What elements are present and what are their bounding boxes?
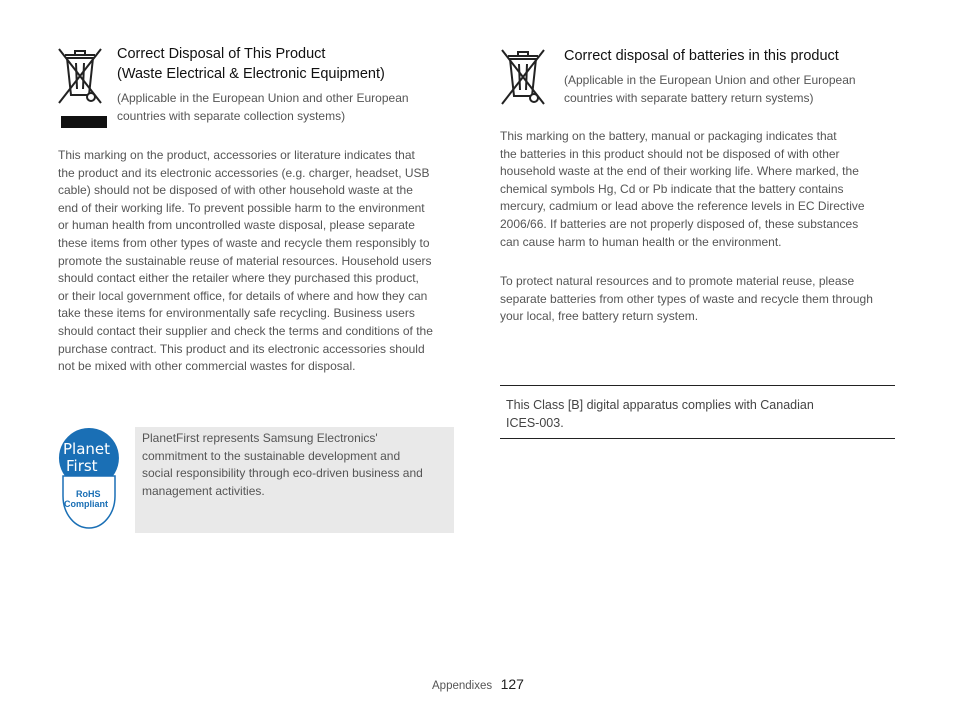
canada-compliance-text [506, 396, 814, 432]
battery-body-line: can cause harm to human health or the environment. [500, 234, 782, 249]
weee-body-line: purchase contract. This product and its electronic accessories should [58, 341, 425, 356]
crossed-wheelie-bin-icon [499, 46, 547, 108]
weee-black-bar [61, 116, 107, 128]
weee-body-line: end of their working life. To prevent possible harm to the environment [58, 200, 425, 215]
rohs-compliant-label: Compliant [64, 499, 108, 509]
battery-body-line: chemical symbols Hg, Cd or Pb indicate that the battery contains [500, 181, 844, 196]
weee-applicability [117, 89, 409, 125]
battery-body-line: your local, free battery return system. [500, 309, 699, 324]
weee-body [58, 147, 433, 376]
rohs-label: RoHS [76, 489, 101, 499]
battery-body-line: mercury, cadmium or lead above the reference levels in EC Directive [500, 199, 865, 214]
battery-body-line: This marking on the battery, manual or packaging indicates that [500, 129, 837, 143]
weee-body-line: should contact either the retailer where they purchased this product, [58, 271, 419, 286]
weee-sub-line: (Applicable in the European Union and other European [117, 91, 409, 105]
crossed-wheelie-bin-icon [56, 45, 104, 107]
weee-body-line: take these items for environmentally safe recycling. Business users [58, 306, 415, 321]
weee-body-line: cable) should not be disposed of with other household waste at the [58, 183, 413, 198]
canada-line: ICES-003. [506, 416, 564, 430]
battery-title: Correct disposal of batteries in this product [564, 48, 839, 64]
planet-logo-word2: First [66, 457, 98, 475]
battery-body-2 [500, 273, 873, 326]
weee-body-line: or their local government office, for details of where and how they can [58, 288, 428, 303]
weee-body-line: or human health from uncontrolled waste disposal, please separate [58, 218, 415, 233]
weee-body-line: This marking on the product, accessories or literature indicates that [58, 148, 415, 162]
planet-first-text [142, 430, 423, 500]
weee-title-line: (Waste Electrical & Electronic Equipment) [117, 66, 385, 82]
planet-text-line: commitment to the sustainable development and [142, 448, 401, 463]
planet-text-line: management activities. [142, 483, 265, 498]
battery-body-line: household waste at the end of their working life. Where marked, the [500, 164, 859, 179]
page-number: 127 [500, 676, 524, 692]
weee-body-line: promote the sustainable reuse of material resources. Household users [58, 253, 432, 268]
weee-body-line: not be mixed with other commercial wastes for disposal. [58, 359, 356, 374]
battery-body-1 [500, 128, 865, 251]
weee-title [117, 44, 385, 84]
canada-bottom-rule [500, 438, 895, 439]
battery-sub-line: countries with separate battery return systems) [564, 91, 814, 105]
weee-sub-line: countries with separate collection systems) [117, 109, 346, 123]
planet-text-line: social responsibility through eco-driven business and [142, 466, 423, 481]
footer-section-label: Appendixes [432, 680, 493, 692]
weee-body-line: the product and its electronic accessories (e.g. charger, headset, USB [58, 165, 430, 180]
canada-line: This Class [B] digital apparatus complies with Canadian [506, 398, 814, 412]
battery-body-line: separate batteries from other types of waste and recycle them through [500, 291, 873, 306]
weee-bin-icon-wrap [56, 45, 104, 112]
planet-text-line: PlanetFirst represents Samsung Electronics' [142, 431, 378, 445]
weee-title-line: Correct Disposal of This Product [117, 46, 326, 62]
canada-top-rule [500, 385, 895, 386]
weee-body-line: should contact their supplier and check the terms and conditions of the [58, 323, 433, 338]
battery-body-line: 2006/66. If batteries are not properly disposed of, these substances [500, 216, 859, 231]
planet-first-note [135, 427, 454, 533]
battery-sub-line: (Applicable in the European Union and other European [564, 73, 856, 87]
battery-bin-icon-wrap [499, 46, 547, 113]
battery-body-line: To protect natural resources and to promote material reuse, please [500, 274, 855, 288]
battery-applicability [564, 71, 856, 107]
battery-body-line: the batteries in this product should not be disposed of with other [500, 146, 840, 161]
planet-first-logo [57, 426, 121, 532]
weee-body-line: these items from other types of waste and recycle them responsibly to [58, 235, 430, 250]
page-footer [432, 676, 524, 694]
planet-logo-word1: Planet [63, 440, 111, 458]
